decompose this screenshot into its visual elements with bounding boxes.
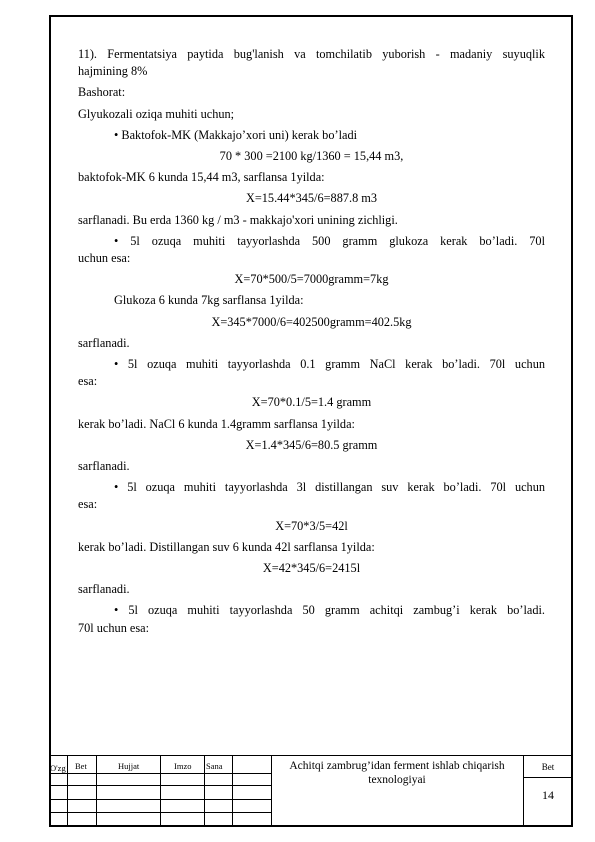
label-bet-right: Bet bbox=[541, 762, 555, 772]
label-sana: Sana bbox=[206, 761, 223, 771]
bullet-item: • Baktofok-MK (Makkajo’xori uni) kerak bo’ladi bbox=[114, 127, 358, 142]
text-line: baktofok-MK 6 kunda 15,44 m3, sarflansa 1yilda: bbox=[78, 170, 325, 185]
title-block bbox=[49, 755, 573, 827]
bullet-item: • 5l ozuqa muhiti tayyorlashda 50 gramm achitqi zambug’i kerak bo’ladi. bbox=[114, 603, 545, 618]
bullet-item: • 5l ozuqa muhiti tayyorlashda 500 gramm glukoza kerak bo’ladi. 70l bbox=[114, 233, 545, 248]
text-line: uchun esa: bbox=[78, 251, 131, 266]
text-line: hajmining 8% bbox=[78, 64, 148, 79]
text-line: kerak bo’ladi. NaCl 6 kunda 1.4gramm sarflansa 1yilda: bbox=[78, 416, 355, 431]
formula: X=42*345/6=2415l bbox=[262, 561, 361, 576]
text-line: esa: bbox=[78, 374, 98, 389]
formula: X=70*0.1/5=1.4 gramm bbox=[251, 395, 372, 410]
formula: X=70*500/5=7000gramm=7kg bbox=[234, 272, 389, 287]
text-line: sarflanadi. bbox=[78, 335, 130, 350]
formula: X=70*3/5=42l bbox=[275, 518, 348, 533]
formula: X=345*7000/6=402500gramm=402.5kg bbox=[211, 314, 412, 329]
formula: X=1.4*345/6=80.5 gramm bbox=[245, 437, 378, 452]
document-title: Achitqi zambrug’idan ferment ishlab chiqarish texnologiyai bbox=[289, 760, 505, 786]
label-ozg: O'zg bbox=[50, 763, 66, 773]
label-bet: Bet bbox=[75, 761, 87, 771]
text-line: 70l uchun esa: bbox=[78, 620, 150, 635]
formula: 70 * 300 =2100 kg/1360 = 15,44 m3, bbox=[219, 149, 404, 164]
text-line: sarflanadi. Bu erda 1360 kg / m3 - makkajo'xori unining zichligi. bbox=[78, 212, 398, 227]
text-line: sarflanadi. bbox=[78, 459, 130, 474]
document-body bbox=[78, 46, 545, 637]
label-hujjat: Hujjat bbox=[118, 761, 140, 771]
text-line: kerak bo’ladi. Distillangan suv 6 kunda 42l sarflansa 1yilda: bbox=[78, 539, 375, 554]
text-line: esa: bbox=[78, 497, 98, 512]
label-imzo: Imzo bbox=[174, 761, 192, 771]
text-line: 11). Fermentatsiya paytida bug'lanish va tomchilatib yuborish - madaniy suyuqlik bbox=[78, 47, 545, 61]
bullet-item: • 5l ozuqa muhiti tayyorlashda 3l distillangan suv kerak bo’ladi. 70l uchun bbox=[114, 480, 545, 495]
text-line: Glukoza 6 kunda 7kg sarflansa 1yilda: bbox=[114, 293, 304, 308]
text-line: sarflanadi. bbox=[78, 582, 130, 597]
bullet-item: • 5l ozuqa muhiti tayyorlashda 0.1 gramm NaCl kerak bo’ladi. 70l uchun bbox=[114, 357, 545, 372]
text-line: Glyukozali oziqa muhiti uchun; bbox=[78, 106, 235, 121]
text-line: Bashorat: bbox=[78, 85, 126, 100]
page-number: 14 bbox=[542, 788, 554, 802]
formula: X=15.44*345/6=887.8 m3 bbox=[245, 191, 378, 206]
